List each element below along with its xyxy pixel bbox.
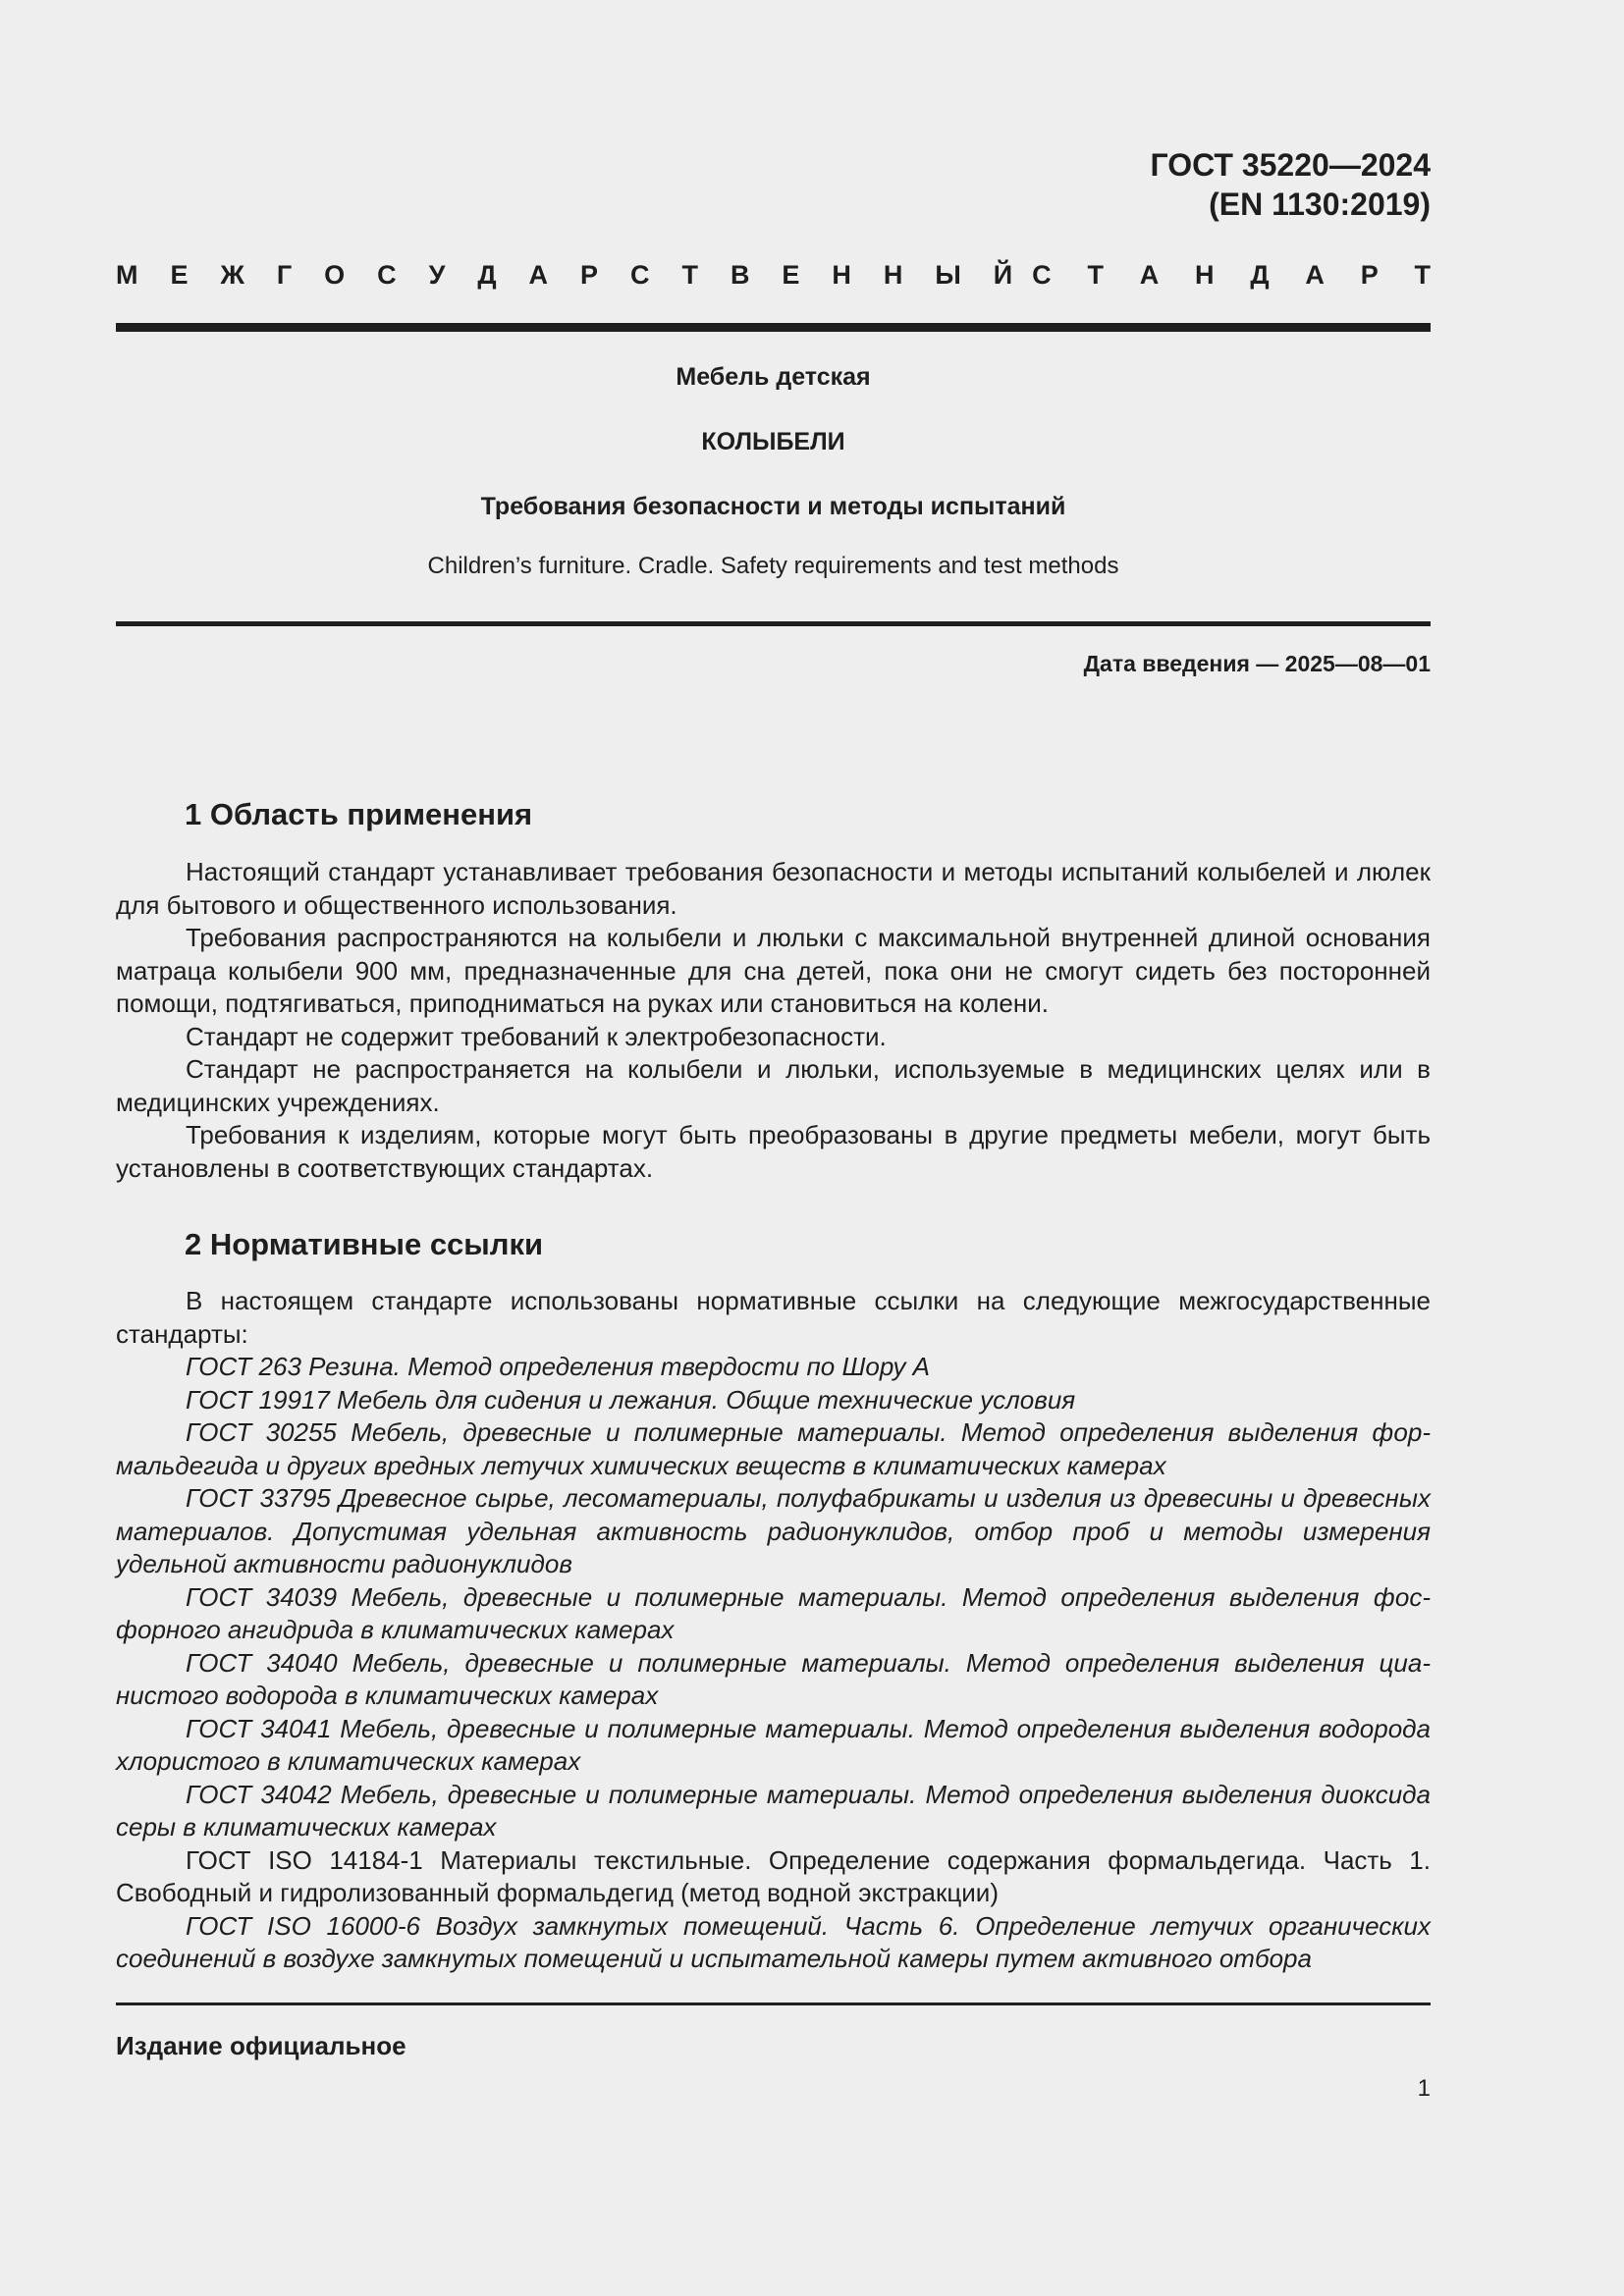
reference-item: ГОСТ 33795 Древесное сырье, лесоматериалы, полуфабрикаты и изделия из древесины и древесных материалов. Допустимая удельная активность радионуклидов, отбор проб и методы измерения удельной активности радионуклидов [116, 1483, 1431, 1578]
en-code: (EN 1130:2019) [1209, 187, 1431, 222]
gost-designation [1150, 145, 1431, 224]
standard-word-standard: С Т А Н Д А Р Т [1032, 260, 1431, 290]
reference-item: ГОСТ 19917 Мебель для сидения и лежания. Общие технические условия [186, 1384, 1076, 1415]
title-english: Children’s furniture. Cradle. Safety requirements and test methods [427, 553, 1119, 579]
standard-word-interstate: М Е Ж Г О С У Д А Р С Т В Е Н Н Ы Й [116, 260, 1013, 290]
reference-item: ГОСТ ISO 16000-6 Воздух замкнутых помещений. Часть 6. Определение летучих органических соединений в воздухе замкнутых помещений и испытательной камеры путем активного отбора [116, 1910, 1431, 1973]
introduction-date: Дата введения — 2025—08—01 [1083, 651, 1431, 676]
reference-item: ГОСТ 34042 Мебель, древесные и полимерные материалы. Метод определения выделения диоксида серы в климатических камерах [116, 1779, 1431, 1842]
reference-item: ГОСТ 34040 Мебель, древесные и полимерные материалы. Метод определения выделения цианистого водорода в климатических камерах [116, 1647, 1431, 1710]
paragraph: Настоящий стандарт устанавливает требования безопасности и методы испытаний колыбелей и люлек для бытового и общественного использования. [116, 857, 1431, 920]
reference-item: ГОСТ 34041 Мебель, древесные и полимерные материалы. Метод определения выделения водорода хлористого в климатических камерах [116, 1713, 1431, 1776]
gost-code: ГОСТ 35220—2024 [1150, 147, 1431, 183]
section-1-heading: 1 Область применения [185, 797, 533, 831]
reference-item: ГОСТ ISO 14184-1 Материалы текстильные. Определение содержания формальдегида. Часть 1. Свободный и гидролизованный формальдегид (метод водной экстракции) [116, 1844, 1431, 1907]
page-number: 1 [1417, 2075, 1431, 2102]
title-rule [116, 621, 1431, 626]
official-edition-label: Издание официальное [116, 2031, 406, 2060]
paragraph: Стандарт не распространяется на колыбели и люльки, используемые в медицинских целях или в медицинских учреждениях. [116, 1054, 1431, 1117]
paragraph: Требования распространяются на колыбели и люльки с максимальной внутренней длиной основания матраца колыбели 900 мм, предназначенные для сна детей, пока они не смогут сидеть без посторонней помощи, подтягиваться, приподниматься на руках или становиться на колени. [116, 923, 1431, 1018]
document-page [116, 0, 1431, 2296]
reference-item: ГОСТ 263 Резина. Метод определения твердости по Шору А [186, 1352, 931, 1381]
section-1-body [116, 856, 1431, 1185]
section-2-body [116, 1285, 1431, 1976]
paragraph: В настоящем стандарте использованы нормативные ссылки на следующие межгосударственные стандарты: [116, 1286, 1431, 1349]
reference-item: ГОСТ 34039 Мебель, древесные и полимерные материалы. Метод определения выделения фосфорного ангидрида в климатических камерах [116, 1581, 1431, 1644]
title-line-1: Мебель детская [676, 363, 871, 391]
title-line-2: КОЛЫБЕЛИ [701, 428, 845, 455]
title-line-3: Требования безопасности и методы испытаний [480, 493, 1066, 520]
reference-item: ГОСТ 30255 Мебель, древесные и полимерные материалы. Метод определения выделения формальдегида и других вредных летучих химических веществ в климатических камерах [116, 1417, 1431, 1480]
paragraph: Стандарт не содержит требований к электробезопасности. [186, 1021, 887, 1051]
standard-type-banner [116, 259, 1431, 291]
footer-rule [116, 2002, 1431, 2005]
section-2-heading: 2 Нормативные ссылки [185, 1227, 544, 1261]
header-rule [116, 323, 1431, 332]
paragraph: Требования к изделиям, которые могут быть преобразованы в другие предметы мебели, могут быть установлены в соответствующих стандартах. [116, 1120, 1431, 1183]
